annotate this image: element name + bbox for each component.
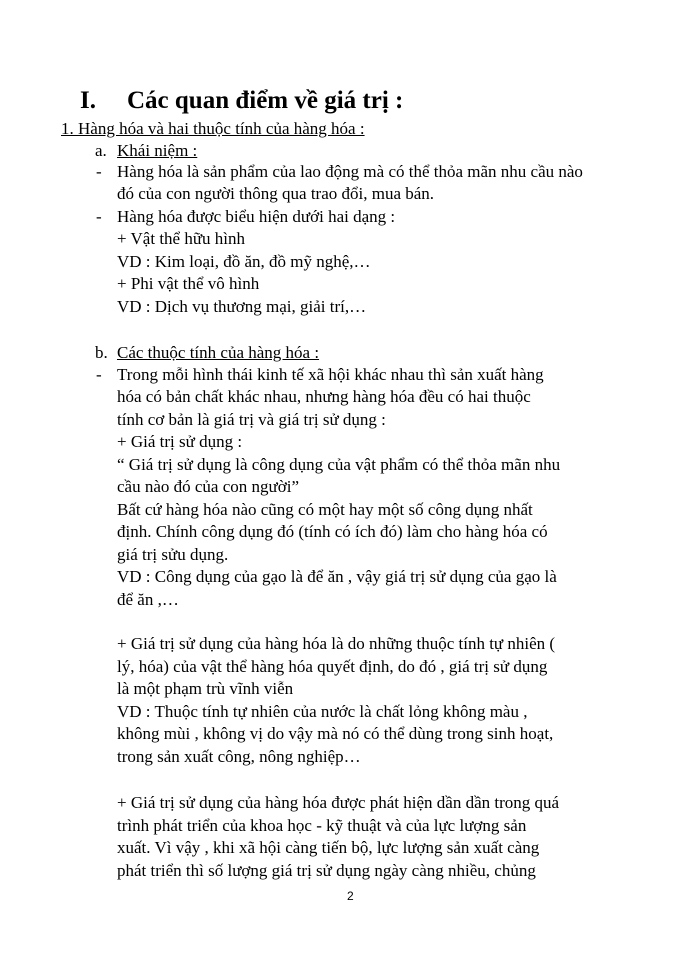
sub-a-bullet2-line3: VD : Kim loại, đồ ăn, đồ mỹ nghệ,… <box>117 252 371 271</box>
page-title: Các quan điểm về giá trị : <box>127 87 404 114</box>
sub-b-line: + Giá trị sử dụng của hàng hóa được phát hiện dần dần trong quá <box>117 793 560 812</box>
sub-b-line: lý, hóa) của vật thể hàng hóa quyết định, do đó , giá trị sử dụng <box>117 657 548 676</box>
sub-b-line: + Giá trị sử dụng : <box>117 432 243 451</box>
sub-b-line: trình phát triển của khoa học - kỹ thuật và của lực lượng sản <box>117 816 527 835</box>
sub-b-line: phát triển thì số lượng giá trị sử dụng ngày càng nhiều, chủng <box>117 861 536 880</box>
sub-a-marker: a. <box>95 141 107 160</box>
sub-a-bullet2-line2: + Vật thể hữu hình <box>117 229 246 248</box>
sub-b-line: để ăn ,… <box>117 590 179 609</box>
section-title <box>61 118 365 140</box>
bullet-dash: - <box>96 162 102 181</box>
sub-b-line: tính cơ bản là giá trị và giá trị sử dụng : <box>117 410 386 429</box>
sub-b-line: VD : Công dụng của gạo là để ăn , vậy giá trị sử dụng của gạo là <box>117 567 557 586</box>
sub-a-bullet1-line2: đó của con người thông qua trao đổi, mua bán. <box>117 184 435 203</box>
sub-b-line: VD : Thuộc tính tự nhiên của nước là chất lỏng không màu , <box>117 702 528 721</box>
sub-b-line: xuất. Vì vậy , khi xã hội càng tiến bộ, lực lượng sản xuất càng <box>117 838 540 857</box>
bullet-dash: - <box>96 365 102 384</box>
sub-b-line: Bất cứ hàng hóa nào cũng có một hay một số công dụng nhất <box>117 500 533 519</box>
sub-b-line: + Giá trị sử dụng của hàng hóa là do những thuộc tính tự nhiên ( <box>117 634 556 653</box>
sub-b-line: Trong mỗi hình thái kinh tế xã hội khác nhau thì sản xuất hàng <box>117 365 544 384</box>
heading-number: I. <box>80 87 96 114</box>
sub-b-line: định. Chính công dụng đó (tính có ích đó) làm cho hàng hóa có <box>117 522 548 541</box>
sub-a-bullet2-line5: VD : Dịch vụ thương mại, giải trí,… <box>117 297 367 316</box>
sub-b-line: không mùi , không vị do vậy mà nó có thể dùng trong sinh hoạt, <box>117 724 554 743</box>
sub-a-bullet1-line1: Hàng hóa là sản phẩm của lao động mà có thể thỏa mãn nhu cầu nào <box>117 162 583 181</box>
sub-a-bullet2-line4: + Phi vật thể vô hình <box>117 274 260 293</box>
sub-a-bullet2-line1: Hàng hóa được biểu hiện dưới hai dạng : <box>117 207 396 226</box>
sub-b-line: “ Giá trị sử dụng là công dụng của vật phẩm có thể thỏa mãn nhu <box>117 455 561 474</box>
sub-b-title: Các thuộc tính của hàng hóa : <box>117 343 320 362</box>
bullet-dash: - <box>96 207 102 226</box>
sub-b-line: giá trị sửu dụng. <box>117 545 229 564</box>
section-title-text: 1. Hàng hóa và hai thuộc tính của hàng hóa : <box>61 119 365 138</box>
sub-b-line: cầu nào đó của con người” <box>117 477 299 496</box>
sub-a-title: Khái niệm : <box>117 141 198 160</box>
page-number: 2 <box>347 889 354 903</box>
sub-b-line: hóa có bản chất khác nhau, nhưng hàng hóa đều có hai thuộc <box>117 387 531 406</box>
sub-b-line: là một phạm trù vĩnh viễn <box>117 679 294 698</box>
sub-b-line: trong sản xuất công, nông nghiệp… <box>117 747 361 766</box>
sub-b-marker: b. <box>95 343 108 362</box>
